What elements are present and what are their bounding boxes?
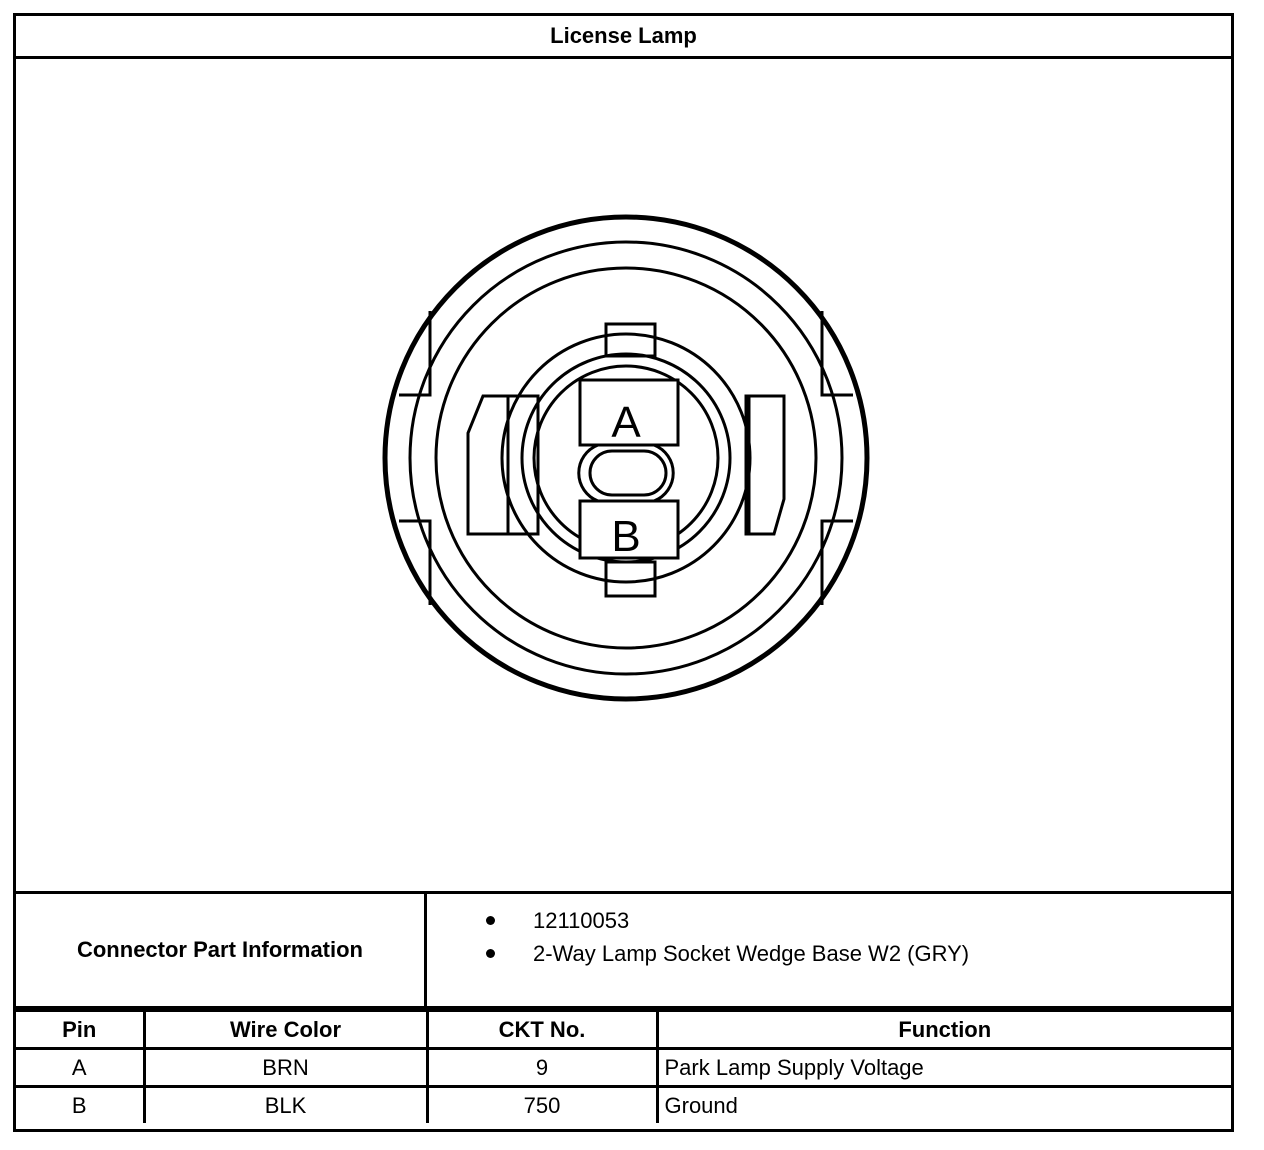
bullet-icon [486,916,495,925]
part-description-item [427,937,1231,970]
header-ckt-no: CKT No. [427,1011,657,1049]
connector-sheet [13,13,1234,1132]
center-capsule [579,445,673,501]
connector-diagram [16,59,1231,891]
bullet-icon [486,949,495,958]
pin-a-label: A [611,398,641,447]
wire-color-cell: BLK [144,1087,427,1124]
top-notch [606,324,655,356]
part-description: 2-Way Lamp Socket Wedge Base W2 (GRY) [533,941,970,966]
table-row [16,1049,1231,1087]
ckt-no-cell: 9 [427,1049,657,1087]
header-wire-color: Wire Color [144,1011,427,1049]
pin-cell: B [16,1087,144,1124]
header-pin: Pin [16,1011,144,1049]
pin-b-label: B [611,512,641,561]
pin-table [16,1009,1231,1123]
wire-color-cell: BRN [144,1049,427,1087]
part-number-item [427,904,1231,937]
part-number: 12110053 [533,908,630,933]
pin-cell: A [16,1049,144,1087]
connector-part-info-label: Connector Part Information [16,894,427,1006]
function-cell: Park Lamp Supply Voltage [657,1049,1231,1087]
function-cell: Ground [657,1087,1231,1124]
sheet-title: License Lamp [16,16,1231,59]
inner-ring-1 [410,242,842,674]
connector-part-info-list [427,894,1231,1016]
pin-table-header [16,1011,1231,1049]
center-socket [590,451,666,495]
outer-ring [385,217,867,699]
connector-face-drawing [16,59,1231,891]
connector-part-info-row [16,891,1231,1009]
table-row [16,1087,1231,1124]
ckt-no-cell: 750 [427,1087,657,1124]
right-key-tab [746,396,784,534]
header-function: Function [657,1011,1231,1049]
